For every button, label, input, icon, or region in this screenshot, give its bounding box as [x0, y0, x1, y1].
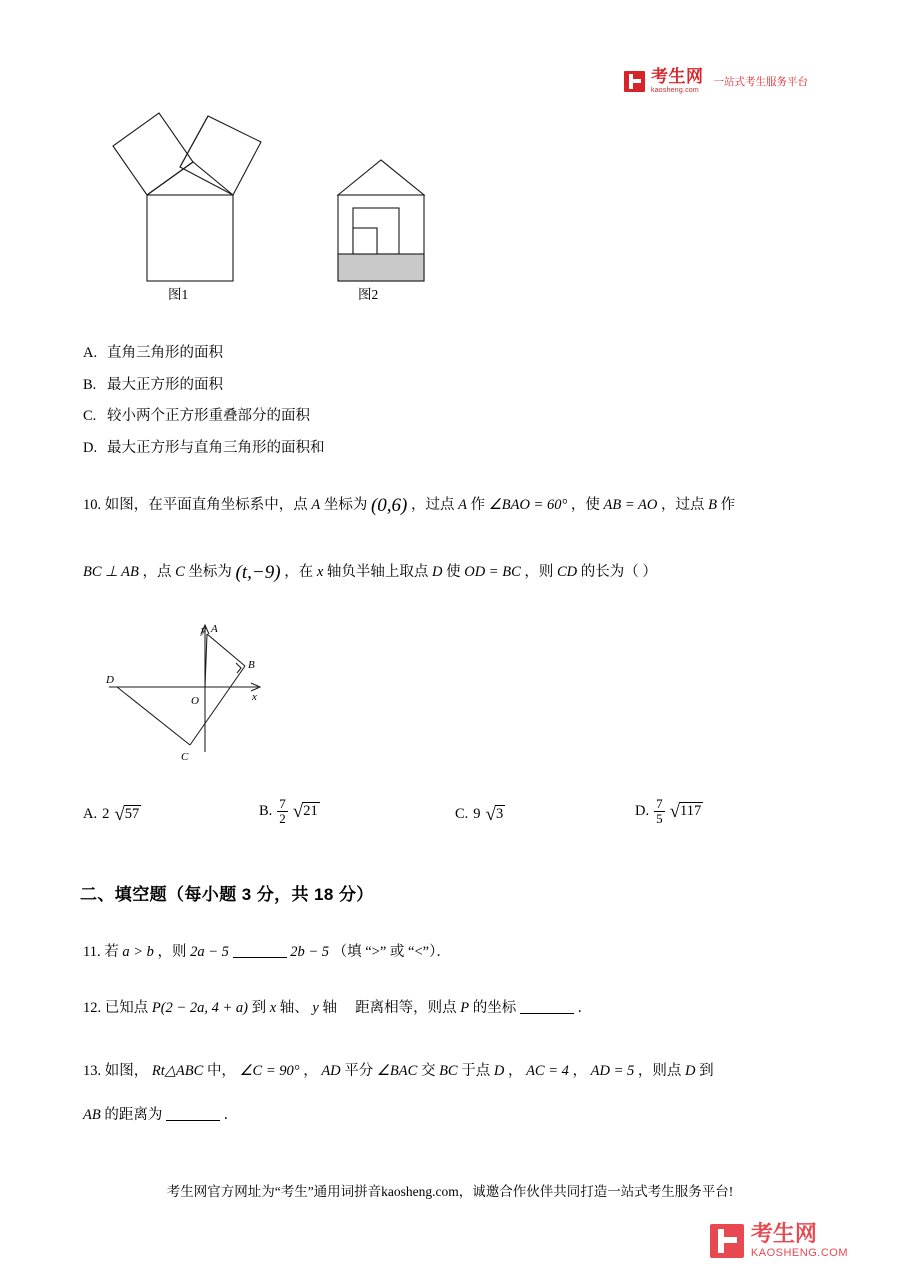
q13-line2-expr: AB [83, 1107, 101, 1123]
svg-text:B: B [248, 659, 255, 671]
q13-number: 13. [83, 1063, 102, 1079]
answer-d-radical [670, 802, 704, 821]
q12-answer-blank[interactable] [520, 999, 574, 1014]
q12-text-c: 轴、 [279, 1000, 309, 1016]
q13-answer-blank[interactable] [166, 1106, 220, 1121]
option-letter: D. [83, 439, 98, 456]
option-text: 直角三角形的面积 [107, 345, 223, 361]
question-11 [83, 940, 843, 961]
q10-seg-cd: CD [557, 564, 578, 580]
figure-squares-group [95, 100, 455, 305]
q10-text-4: 作 [470, 497, 486, 513]
answer-c-letter: C. [455, 806, 469, 822]
q10-text-9: 坐标为 [188, 564, 232, 580]
q12-text-b: 到 [251, 1000, 267, 1016]
section-2-heading: 二、填空题（每小题 3 分，共 18 分） [80, 885, 374, 904]
question-13-line-2 [83, 1097, 863, 1133]
q10-var-C: C [175, 564, 185, 580]
svg-text:x: x [252, 691, 257, 703]
option-row[interactable] [83, 407, 783, 426]
answer-d-numerator: 7 [656, 796, 663, 811]
q10-coord-C: (t,−9) [235, 562, 281, 583]
option-letter: A. [83, 345, 98, 361]
q12-axis-x: x [269, 1000, 277, 1016]
option-text: 最大正方形的面积 [107, 376, 223, 393]
q12-text-f: 的坐标 [472, 1000, 517, 1016]
q10-angle-bao: ∠BAO = 60° [488, 497, 568, 513]
answer-b-denominator: 2 [279, 810, 286, 826]
logo-mark-icon [624, 71, 645, 92]
answer-b-radicand: 21 [303, 802, 318, 819]
q12-text-g: ． [577, 1000, 592, 1016]
q10-eq-od-bc: OD = BC [464, 564, 521, 580]
answer-option-a[interactable] [83, 805, 141, 824]
q10-text-8: ，点 [142, 564, 172, 580]
q13-expr-6: D [493, 1063, 505, 1079]
q13-line2-end: ． [223, 1107, 239, 1123]
q10-var-B: B [708, 497, 717, 513]
answer-b-radical [293, 802, 320, 821]
question-10-line-1 [83, 488, 823, 523]
radical-sign-icon: √ [292, 800, 304, 822]
q13-expr-2: ∠C = 90° [239, 1063, 300, 1079]
q11-text-c: 2b − 5 [290, 944, 329, 960]
svg-text:D: D [106, 674, 114, 686]
q10-var-A: A [311, 497, 321, 513]
question-10-answers [83, 795, 843, 841]
site-logo [624, 68, 808, 94]
q10-text-10: ，在 [284, 564, 314, 580]
question-12 [83, 995, 843, 1021]
q12-number: 12. [83, 1000, 102, 1016]
footer-logo [710, 1223, 848, 1259]
question-13 [83, 1053, 863, 1133]
question9-options [83, 344, 783, 470]
q12-text-a: 已知点 [104, 1000, 149, 1016]
svg-text:C: C [181, 751, 189, 763]
q13-text-c: ， [303, 1063, 318, 1079]
q10-axis-x: x [316, 564, 324, 580]
logo-domain: kaosheng.com [651, 87, 699, 94]
footer-brand-domain: KAOSHENG.COM [750, 1247, 848, 1259]
logo-text-block [651, 68, 704, 94]
q11-text-b: ，则 [157, 944, 187, 960]
q10-text-12: 使 [446, 564, 461, 580]
q10-var-A2: A [458, 497, 467, 513]
question-13-line-1 [83, 1053, 863, 1089]
option-letter: B. [83, 376, 97, 393]
question-10-line-2 [83, 555, 823, 590]
answer-a-letter: A. [83, 806, 98, 822]
radical-sign-icon: √ [114, 804, 125, 825]
answer-a-radicand: 57 [124, 806, 140, 822]
q10-number: 10. [83, 497, 102, 513]
q12-expr-1: P(2 − 2a, 4 + a) [151, 1000, 248, 1016]
answer-option-b[interactable] [259, 797, 320, 825]
q10-coord-A: (0,6) [370, 495, 408, 516]
q13-text-h: ， [572, 1063, 588, 1079]
figure-1-and-2-svg [95, 100, 455, 300]
option-text: 较小两个正方形重叠部分的面积 [107, 408, 310, 424]
logo-tagline: 一站式考生服务平台 [713, 75, 808, 88]
footer-note: 考生网官方网址为“考生”通用词拼音kaosheng.com，诚邀合作伙伴共同打造一站式考生服务平台! [166, 1184, 734, 1199]
q13-text-g: ， [507, 1063, 523, 1079]
answer-b-letter: B. [259, 802, 273, 819]
answer-option-d[interactable] [635, 797, 703, 825]
q10-perp: BC ⊥ AB [83, 564, 139, 580]
q10-text-1: 如图，在平面直角坐标系中，点 [104, 497, 308, 513]
q10-text-7: 作 [720, 497, 736, 513]
q13-expr-8: AD = 5 [590, 1063, 635, 1079]
question-10 [83, 488, 823, 590]
q10-text-2: 坐标为 [323, 497, 368, 513]
option-row[interactable] [83, 439, 783, 458]
svg-text:O: O [191, 695, 199, 707]
q11-text-d: （填 “>” 或 “<”）． [332, 944, 451, 960]
q10-text-3: ，过点 [411, 497, 455, 513]
q13-expr-3: AD [321, 1063, 341, 1079]
footer-brand-text [751, 1223, 848, 1259]
coordinate-figure-svg [95, 612, 375, 787]
answer-d-radicand: 117 [680, 802, 702, 819]
q12-axis-y: y [312, 1000, 319, 1016]
answer-b-fraction [277, 797, 288, 825]
answer-d-denominator: 5 [656, 810, 663, 826]
q11-expr-1: a > b [122, 944, 154, 960]
q12-point-p: P [460, 1000, 470, 1016]
q12-text-e: 距离相等，则点 [355, 1000, 457, 1016]
answer-c-coef: 9 [473, 806, 481, 822]
option-text: 最大正方形与直角三角形的面积和 [107, 439, 325, 456]
svg-text:y: y [201, 624, 206, 636]
footer-brand-title: 考生网 [750, 1221, 817, 1246]
footer-logo-mark-icon [710, 1224, 744, 1258]
answer-d-letter: D. [635, 802, 650, 819]
q10-text-11: 轴负半轴上取点 [326, 564, 429, 580]
q13-text-a: 如图， [104, 1063, 149, 1079]
answer-c-radicand: 3 [495, 806, 504, 822]
option-letter: C. [83, 408, 97, 424]
radical-sign-icon: √ [669, 800, 681, 822]
figure-2-caption: 图2 [358, 287, 379, 302]
q11-answer-blank[interactable] [233, 943, 287, 958]
q13-text-j: 到 [699, 1063, 714, 1079]
q10-eq-ab-ao: AB = AO [603, 497, 658, 513]
q12-text-d: 轴 [322, 1000, 337, 1016]
svg-text:A: A [211, 623, 218, 635]
figure-1-caption: 图1 [168, 287, 189, 302]
q13-expr-5: BC [439, 1063, 458, 1079]
logo-title: 考生网 [651, 67, 704, 86]
q11-expr-2: 2a − 5 [190, 944, 229, 960]
q10-var-D: D [432, 564, 443, 580]
q13-text-f: 于点 [461, 1063, 491, 1079]
q13-text-b: 中， [206, 1063, 236, 1079]
figure-coordinate-plane [95, 612, 375, 792]
option-row[interactable] [83, 344, 783, 363]
answer-d-fraction [654, 797, 665, 825]
q13-text-e: 交 [420, 1063, 436, 1079]
q13-expr-7: AC = 4 [526, 1063, 569, 1079]
q10-text-13: ，则 [524, 564, 554, 580]
answer-b-numerator: 7 [279, 796, 286, 811]
option-row[interactable] [83, 376, 783, 395]
radical-sign-icon: √ [485, 804, 496, 825]
answer-c-radical [486, 805, 506, 824]
answer-a-coef: 2 [102, 806, 110, 822]
q13-line2-text: 的距离为 [104, 1107, 163, 1123]
q13-text-d: 平分 [344, 1063, 374, 1079]
q11-text-a: 若 [104, 944, 119, 960]
answer-a-radical [114, 805, 141, 824]
q13-expr-9: D [685, 1063, 696, 1079]
q10-text-5: ，使 [570, 497, 600, 513]
q10-text-6: ，过点 [660, 497, 705, 513]
q13-expr-1: Rt△ABC [151, 1063, 204, 1079]
q13-expr-4: ∠BAC [376, 1063, 418, 1079]
q10-text-14: 的长为（ ） [580, 564, 657, 580]
q13-text-i: ，则点 [637, 1063, 682, 1079]
answer-option-c[interactable] [455, 805, 505, 824]
q11-number: 11. [83, 944, 101, 960]
